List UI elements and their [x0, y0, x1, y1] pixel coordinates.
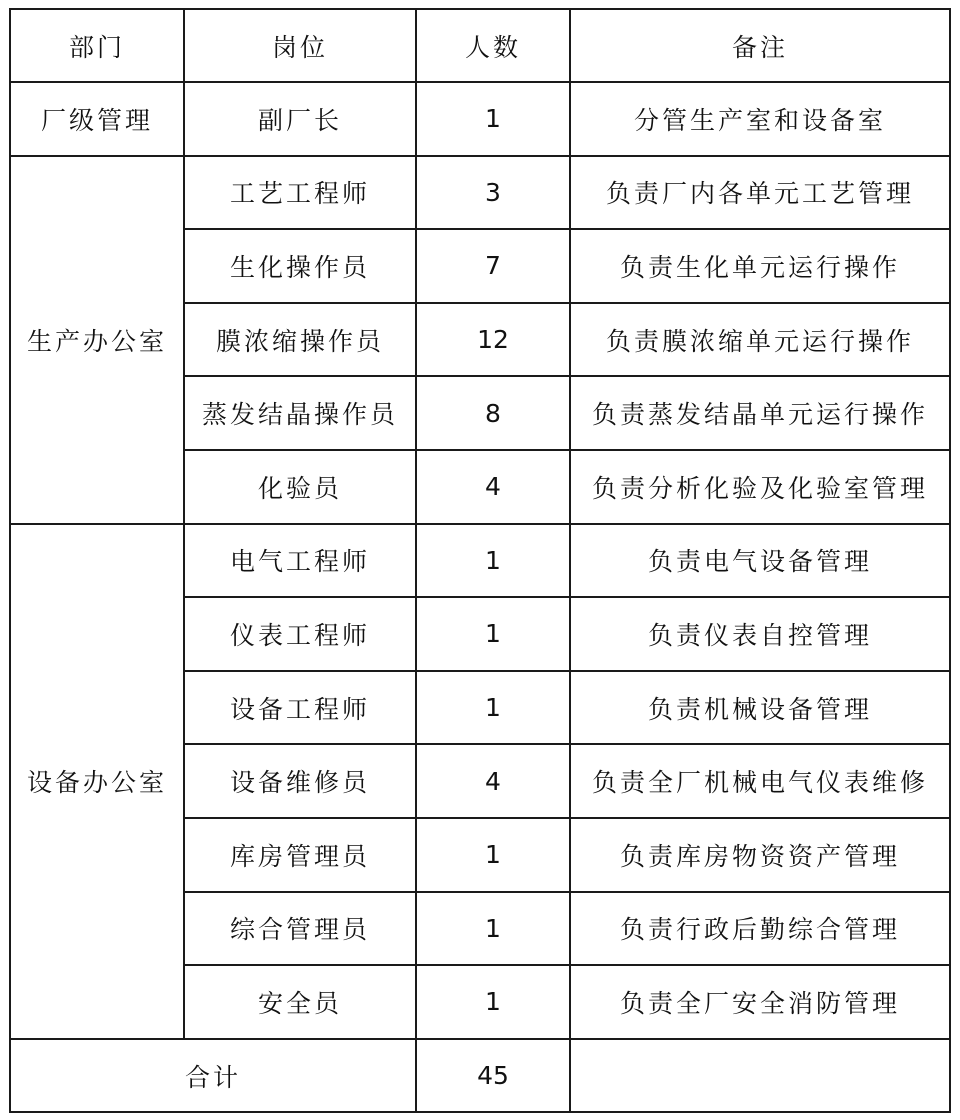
- position-cell: 电气工程师: [184, 524, 416, 598]
- table-header-row: [10, 9, 950, 82]
- remarks-cell: 负责电气设备管理: [570, 524, 950, 598]
- remarks-cell: 负责库房物资资产管理: [570, 818, 950, 892]
- headcount-cell: 1: [416, 597, 570, 671]
- table-row: [10, 156, 950, 230]
- table-row: [10, 82, 950, 156]
- department-cell: 厂级管理: [10, 82, 184, 156]
- remarks-cell: 负责蒸发结晶单元运行操作: [570, 376, 950, 450]
- total-headcount: 45: [416, 1039, 570, 1113]
- headcount-cell: 1: [416, 671, 570, 745]
- remarks-cell: 负责生化单元运行操作: [570, 229, 950, 303]
- remarks-cell: 分管生产室和设备室: [570, 82, 950, 156]
- total-label: 合计: [10, 1039, 416, 1113]
- remarks-cell: 负责行政后勤综合管理: [570, 892, 950, 966]
- position-cell: 库房管理员: [184, 818, 416, 892]
- headcount-cell: 7: [416, 229, 570, 303]
- staffing-table-container: [9, 8, 951, 1113]
- position-cell: 生化操作员: [184, 229, 416, 303]
- remarks-cell: 负责厂内各单元工艺管理: [570, 156, 950, 230]
- headcount-cell: 1: [416, 524, 570, 598]
- headcount-cell: 1: [416, 965, 570, 1039]
- header-position: 岗位: [184, 9, 416, 82]
- headcount-cell: 1: [416, 892, 570, 966]
- remarks-cell: 负责膜浓缩单元运行操作: [570, 303, 950, 377]
- remarks-cell: 负责全厂安全消防管理: [570, 965, 950, 1039]
- remarks-cell: 负责全厂机械电气仪表维修: [570, 744, 950, 818]
- position-cell: 设备维修员: [184, 744, 416, 818]
- department-cell: 生产办公室: [10, 156, 184, 524]
- headcount-cell: 1: [416, 818, 570, 892]
- position-cell: 膜浓缩操作员: [184, 303, 416, 377]
- remarks-cell: 负责机械设备管理: [570, 671, 950, 745]
- headcount-cell: 12: [416, 303, 570, 377]
- headcount-cell: 8: [416, 376, 570, 450]
- position-cell: 安全员: [184, 965, 416, 1039]
- position-cell: 化验员: [184, 450, 416, 524]
- position-cell: 综合管理员: [184, 892, 416, 966]
- position-cell: 工艺工程师: [184, 156, 416, 230]
- headcount-cell: 4: [416, 744, 570, 818]
- header-remarks: 备注: [570, 9, 950, 82]
- table-row: [10, 524, 950, 598]
- remarks-cell: 负责仪表自控管理: [570, 597, 950, 671]
- position-cell: 仪表工程师: [184, 597, 416, 671]
- position-cell: 设备工程师: [184, 671, 416, 745]
- staffing-table: [9, 8, 951, 1113]
- header-headcount: 人数: [416, 9, 570, 82]
- header-department: 部门: [10, 9, 184, 82]
- total-row: [10, 1039, 950, 1113]
- remarks-cell: 负责分析化验及化验室管理: [570, 450, 950, 524]
- headcount-cell: 1: [416, 82, 570, 156]
- position-cell: 副厂长: [184, 82, 416, 156]
- position-cell: 蒸发结晶操作员: [184, 376, 416, 450]
- department-cell: 设备办公室: [10, 524, 184, 1039]
- headcount-cell: 3: [416, 156, 570, 230]
- total-remarks: [570, 1039, 950, 1113]
- headcount-cell: 4: [416, 450, 570, 524]
